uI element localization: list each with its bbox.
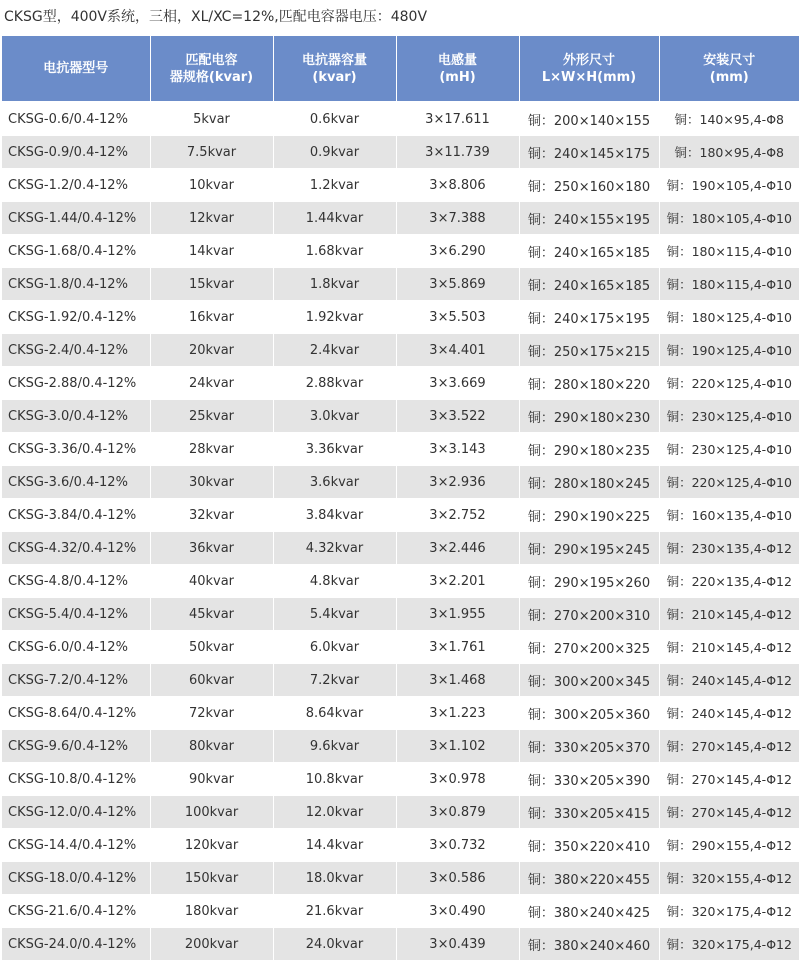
header-inductance bbox=[396, 36, 519, 102]
cell-capacitor-spec: 25kvar bbox=[150, 400, 273, 433]
table-caption: CKSG型，400V系统，三相，XL/XC=12%,匹配电容器电压：480V bbox=[4, 9, 428, 25]
header-line: 外形尺寸 bbox=[562, 52, 615, 68]
cell-inductance: 3×7.388 bbox=[396, 202, 519, 235]
cell-mounting: 铜：230×125,4-Φ10 bbox=[659, 433, 799, 466]
table-row bbox=[2, 697, 799, 730]
cell-reactor-capacity: 18.0kvar bbox=[273, 862, 396, 895]
header-model bbox=[2, 36, 150, 102]
table-row bbox=[2, 598, 799, 631]
header-capacitor-spec bbox=[150, 36, 273, 102]
cell-reactor-capacity: 1.68kvar bbox=[273, 235, 396, 268]
cell-model: CKSG-21.6/0.4-12% bbox=[2, 895, 150, 928]
cell-inductance: 3×3.522 bbox=[396, 400, 519, 433]
cell-inductance: 3×0.439 bbox=[396, 928, 519, 961]
cell-model: CKSG-1.92/0.4-12% bbox=[2, 301, 150, 334]
cell-capacitor-spec: 45kvar bbox=[150, 598, 273, 631]
cell-mounting: 铜：190×125,4-Φ10 bbox=[659, 334, 799, 367]
cell-dimensions: 铜：300×205×360 bbox=[519, 697, 659, 730]
cell-mounting: 铜：240×145,4-Φ12 bbox=[659, 697, 799, 730]
table-row bbox=[2, 664, 799, 697]
cell-model: CKSG-10.8/0.4-12% bbox=[2, 763, 150, 796]
cell-inductance: 3×5.869 bbox=[396, 268, 519, 301]
cell-capacitor-spec: 20kvar bbox=[150, 334, 273, 367]
cell-inductance: 3×1.955 bbox=[396, 598, 519, 631]
header-line: (mH) bbox=[439, 69, 476, 85]
cell-dimensions: 铜：330×205×415 bbox=[519, 796, 659, 829]
cell-inductance: 3×0.490 bbox=[396, 895, 519, 928]
cell-mounting: 铜：270×145,4-Φ12 bbox=[659, 796, 799, 829]
header-line: L×W×H(mm) bbox=[541, 69, 637, 85]
cell-capacitor-spec: 7.5kvar bbox=[150, 136, 273, 169]
cell-mounting: 铜：320×175,4-Φ12 bbox=[659, 895, 799, 928]
table-row bbox=[2, 433, 799, 466]
cell-reactor-capacity: 21.6kvar bbox=[273, 895, 396, 928]
cell-capacitor-spec: 36kvar bbox=[150, 532, 273, 565]
cell-capacitor-spec: 16kvar bbox=[150, 301, 273, 334]
cell-reactor-capacity: 6.0kvar bbox=[273, 631, 396, 664]
cell-inductance: 3×1.102 bbox=[396, 730, 519, 763]
table-row bbox=[2, 895, 799, 928]
cell-inductance: 3×4.401 bbox=[396, 334, 519, 367]
cell-dimensions: 铜：240×165×185 bbox=[519, 268, 659, 301]
cell-inductance: 3×1.468 bbox=[396, 664, 519, 697]
cell-dimensions: 铜：280×180×245 bbox=[519, 466, 659, 499]
header-line: (mm) bbox=[709, 69, 749, 85]
cell-inductance: 3×2.446 bbox=[396, 532, 519, 565]
table-row bbox=[2, 400, 799, 433]
cell-inductance: 3×1.761 bbox=[396, 631, 519, 664]
cell-reactor-capacity: 7.2kvar bbox=[273, 664, 396, 697]
cell-dimensions: 铜：330×205×390 bbox=[519, 763, 659, 796]
table-row bbox=[2, 763, 799, 796]
cell-mounting: 铜：190×105,4-Φ10 bbox=[659, 169, 799, 202]
cell-reactor-capacity: 0.6kvar bbox=[273, 102, 396, 136]
table-row bbox=[2, 367, 799, 400]
cell-dimensions: 铜：240×175×195 bbox=[519, 301, 659, 334]
cell-inductance: 3×17.611 bbox=[396, 102, 519, 136]
table-row bbox=[2, 268, 799, 301]
cell-mounting: 铜：180×125,4-Φ10 bbox=[659, 301, 799, 334]
cell-capacitor-spec: 90kvar bbox=[150, 763, 273, 796]
cell-reactor-capacity: 1.8kvar bbox=[273, 268, 396, 301]
cell-reactor-capacity: 1.92kvar bbox=[273, 301, 396, 334]
cell-dimensions: 铜：200×140×155 bbox=[519, 102, 659, 136]
cell-inductance: 3×0.732 bbox=[396, 829, 519, 862]
cell-capacitor-spec: 80kvar bbox=[150, 730, 273, 763]
cell-mounting: 铜：210×145,4-Φ12 bbox=[659, 631, 799, 664]
header-line: (kvar) bbox=[312, 69, 357, 85]
cell-model: CKSG-18.0/0.4-12% bbox=[2, 862, 150, 895]
cell-dimensions: 铜：280×180×220 bbox=[519, 367, 659, 400]
cell-mounting: 铜：290×155,4-Φ12 bbox=[659, 829, 799, 862]
cell-capacitor-spec: 100kvar bbox=[150, 796, 273, 829]
cell-dimensions: 铜：240×145×175 bbox=[519, 136, 659, 169]
cell-capacitor-spec: 14kvar bbox=[150, 235, 273, 268]
cell-mounting: 铜：230×125,4-Φ10 bbox=[659, 400, 799, 433]
cell-capacitor-spec: 72kvar bbox=[150, 697, 273, 730]
cell-model: CKSG-3.6/0.4-12% bbox=[2, 466, 150, 499]
cell-mounting: 铜：220×125,4-Φ10 bbox=[659, 466, 799, 499]
cell-mounting: 铜：320×175,4-Φ12 bbox=[659, 928, 799, 961]
cell-capacitor-spec: 5kvar bbox=[150, 102, 273, 136]
header-line: 安装尺寸 bbox=[703, 52, 756, 68]
cell-mounting: 铜：230×135,4-Φ12 bbox=[659, 532, 799, 565]
cell-reactor-capacity: 4.8kvar bbox=[273, 565, 396, 598]
header-line: 器规格(kvar) bbox=[169, 69, 254, 85]
table-row bbox=[2, 928, 799, 961]
cell-capacitor-spec: 15kvar bbox=[150, 268, 273, 301]
table-row bbox=[2, 235, 799, 268]
cell-mounting: 铜：180×115,4-Φ10 bbox=[659, 235, 799, 268]
cell-dimensions: 铜：240×155×195 bbox=[519, 202, 659, 235]
cell-dimensions: 铜：290×195×245 bbox=[519, 532, 659, 565]
cell-dimensions: 铜：290×190×225 bbox=[519, 499, 659, 532]
header-reactor-capacity bbox=[273, 36, 396, 102]
cell-inductance: 3×1.223 bbox=[396, 697, 519, 730]
table-row bbox=[2, 466, 799, 499]
cell-model: CKSG-1.44/0.4-12% bbox=[2, 202, 150, 235]
cell-mounting: 铜：210×145,4-Φ12 bbox=[659, 598, 799, 631]
cell-model: CKSG-6.0/0.4-12% bbox=[2, 631, 150, 664]
cell-model: CKSG-2.88/0.4-12% bbox=[2, 367, 150, 400]
cell-model: CKSG-0.6/0.4-12% bbox=[2, 102, 150, 136]
cell-dimensions: 铜：290×180×235 bbox=[519, 433, 659, 466]
cell-capacitor-spec: 10kvar bbox=[150, 169, 273, 202]
cell-reactor-capacity: 0.9kvar bbox=[273, 136, 396, 169]
table-row bbox=[2, 631, 799, 664]
cell-model: CKSG-24.0/0.4-12% bbox=[2, 928, 150, 961]
cell-dimensions: 铜：290×195×260 bbox=[519, 565, 659, 598]
table-row bbox=[2, 334, 799, 367]
cell-capacitor-spec: 12kvar bbox=[150, 202, 273, 235]
cell-mounting: 铜：270×145,4-Φ12 bbox=[659, 730, 799, 763]
table-body bbox=[2, 102, 799, 961]
cell-model: CKSG-0.9/0.4-12% bbox=[2, 136, 150, 169]
header-line: 电抗器容量 bbox=[301, 52, 367, 68]
spec-table bbox=[2, 36, 799, 961]
table-row bbox=[2, 102, 799, 136]
table-header bbox=[2, 36, 799, 102]
cell-reactor-capacity: 3.0kvar bbox=[273, 400, 396, 433]
cell-reactor-capacity: 1.2kvar bbox=[273, 169, 396, 202]
cell-inductance: 3×3.143 bbox=[396, 433, 519, 466]
cell-dimensions: 铜：380×220×455 bbox=[519, 862, 659, 895]
cell-capacitor-spec: 40kvar bbox=[150, 565, 273, 598]
cell-model: CKSG-4.8/0.4-12% bbox=[2, 565, 150, 598]
cell-model: CKSG-8.64/0.4-12% bbox=[2, 697, 150, 730]
cell-dimensions: 铜：250×160×180 bbox=[519, 169, 659, 202]
cell-mounting: 铜：240×145,4-Φ12 bbox=[659, 664, 799, 697]
cell-mounting: 铜：180×115,4-Φ10 bbox=[659, 268, 799, 301]
cell-mounting: 铜：320×155,4-Φ12 bbox=[659, 862, 799, 895]
cell-inductance: 3×11.739 bbox=[396, 136, 519, 169]
header-row bbox=[2, 36, 799, 102]
cell-capacitor-spec: 30kvar bbox=[150, 466, 273, 499]
table-row bbox=[2, 301, 799, 334]
header-line: 匹配电容 bbox=[185, 52, 238, 68]
cell-inductance: 3×6.290 bbox=[396, 235, 519, 268]
cell-dimensions: 铜：270×200×310 bbox=[519, 598, 659, 631]
cell-dimensions: 铜：270×200×325 bbox=[519, 631, 659, 664]
cell-dimensions: 铜：250×175×215 bbox=[519, 334, 659, 367]
table-row bbox=[2, 565, 799, 598]
cell-model: CKSG-1.2/0.4-12% bbox=[2, 169, 150, 202]
cell-inductance: 3×0.978 bbox=[396, 763, 519, 796]
cell-dimensions: 铜：300×200×345 bbox=[519, 664, 659, 697]
cell-model: CKSG-3.84/0.4-12% bbox=[2, 499, 150, 532]
cell-model: CKSG-14.4/0.4-12% bbox=[2, 829, 150, 862]
cell-capacitor-spec: 180kvar bbox=[150, 895, 273, 928]
cell-reactor-capacity: 10.8kvar bbox=[273, 763, 396, 796]
cell-inductance: 3×8.806 bbox=[396, 169, 519, 202]
cell-capacitor-spec: 32kvar bbox=[150, 499, 273, 532]
cell-model: CKSG-2.4/0.4-12% bbox=[2, 334, 150, 367]
cell-reactor-capacity: 12.0kvar bbox=[273, 796, 396, 829]
cell-mounting: 铜：180×105,4-Φ10 bbox=[659, 202, 799, 235]
cell-model: CKSG-12.0/0.4-12% bbox=[2, 796, 150, 829]
cell-reactor-capacity: 8.64kvar bbox=[273, 697, 396, 730]
cell-dimensions: 铜：350×220×410 bbox=[519, 829, 659, 862]
cell-mounting: 铜：160×135,4-Φ10 bbox=[659, 499, 799, 532]
cell-model: CKSG-4.32/0.4-12% bbox=[2, 532, 150, 565]
header-line: 电感量 bbox=[437, 52, 477, 68]
cell-capacitor-spec: 120kvar bbox=[150, 829, 273, 862]
cell-mounting: 铜：140×95,4-Φ8 bbox=[659, 102, 799, 136]
cell-mounting: 铜：180×95,4-Φ8 bbox=[659, 136, 799, 169]
cell-reactor-capacity: 3.36kvar bbox=[273, 433, 396, 466]
table-row bbox=[2, 829, 799, 862]
cell-inductance: 3×2.936 bbox=[396, 466, 519, 499]
cell-capacitor-spec: 60kvar bbox=[150, 664, 273, 697]
table-row bbox=[2, 136, 799, 169]
cell-dimensions: 铜：290×180×230 bbox=[519, 400, 659, 433]
cell-inductance: 3×0.586 bbox=[396, 862, 519, 895]
table-row bbox=[2, 532, 799, 565]
cell-inductance: 3×2.201 bbox=[396, 565, 519, 598]
table-row bbox=[2, 730, 799, 763]
cell-model: CKSG-9.6/0.4-12% bbox=[2, 730, 150, 763]
cell-dimensions: 铜：380×240×425 bbox=[519, 895, 659, 928]
cell-reactor-capacity: 9.6kvar bbox=[273, 730, 396, 763]
cell-inductance: 3×2.752 bbox=[396, 499, 519, 532]
cell-model: CKSG-7.2/0.4-12% bbox=[2, 664, 150, 697]
cell-reactor-capacity: 3.6kvar bbox=[273, 466, 396, 499]
cell-model: CKSG-5.4/0.4-12% bbox=[2, 598, 150, 631]
header-mounting bbox=[659, 36, 799, 102]
cell-mounting: 铜：270×145,4-Φ12 bbox=[659, 763, 799, 796]
cell-reactor-capacity: 2.4kvar bbox=[273, 334, 396, 367]
cell-inductance: 3×5.503 bbox=[396, 301, 519, 334]
table-row bbox=[2, 202, 799, 235]
cell-dimensions: 铜：330×205×370 bbox=[519, 730, 659, 763]
cell-model: CKSG-3.0/0.4-12% bbox=[2, 400, 150, 433]
cell-inductance: 3×0.879 bbox=[396, 796, 519, 829]
cell-reactor-capacity: 3.84kvar bbox=[273, 499, 396, 532]
cell-inductance: 3×3.669 bbox=[396, 367, 519, 400]
header-dimensions bbox=[519, 36, 659, 102]
table-row bbox=[2, 499, 799, 532]
cell-capacitor-spec: 200kvar bbox=[150, 928, 273, 961]
cell-model: CKSG-3.36/0.4-12% bbox=[2, 433, 150, 466]
cell-capacitor-spec: 24kvar bbox=[150, 367, 273, 400]
cell-mounting: 铜：220×135,4-Φ12 bbox=[659, 565, 799, 598]
cell-capacitor-spec: 28kvar bbox=[150, 433, 273, 466]
header-line: 电抗器型号 bbox=[43, 61, 109, 76]
cell-capacitor-spec: 150kvar bbox=[150, 862, 273, 895]
table-row bbox=[2, 169, 799, 202]
cell-reactor-capacity: 14.4kvar bbox=[273, 829, 396, 862]
cell-reactor-capacity: 24.0kvar bbox=[273, 928, 396, 961]
table-row bbox=[2, 796, 799, 829]
cell-dimensions: 铜：240×165×185 bbox=[519, 235, 659, 268]
cell-model: CKSG-1.68/0.4-12% bbox=[2, 235, 150, 268]
cell-dimensions: 铜：380×240×460 bbox=[519, 928, 659, 961]
cell-reactor-capacity: 4.32kvar bbox=[273, 532, 396, 565]
cell-mounting: 铜：220×125,4-Φ10 bbox=[659, 367, 799, 400]
cell-model: CKSG-1.8/0.4-12% bbox=[2, 268, 150, 301]
cell-reactor-capacity: 2.88kvar bbox=[273, 367, 396, 400]
cell-capacitor-spec: 50kvar bbox=[150, 631, 273, 664]
table-row bbox=[2, 862, 799, 895]
cell-reactor-capacity: 5.4kvar bbox=[273, 598, 396, 631]
cell-reactor-capacity: 1.44kvar bbox=[273, 202, 396, 235]
